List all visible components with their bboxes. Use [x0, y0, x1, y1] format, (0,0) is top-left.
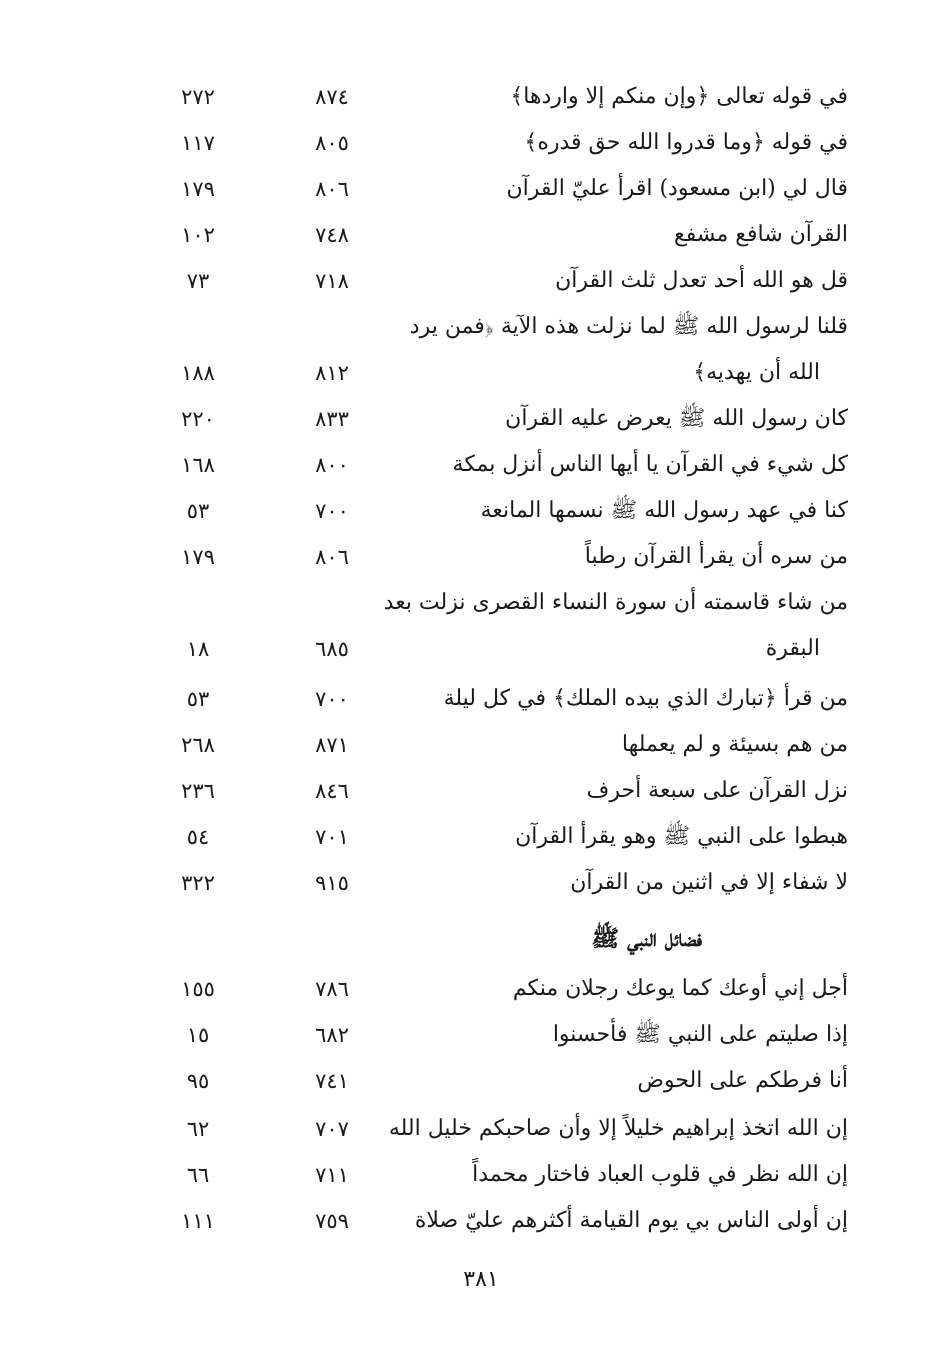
- hadith-text: من قرأ ﴿تبارك الذي بيده الملك﴾ في كل ليلة: [443, 686, 848, 711]
- hadith-text: أجل إني أوعك كما يوعك رجلان منكم: [512, 976, 848, 1001]
- hadith-number: ٨٤٦: [315, 779, 349, 803]
- hadith-number: ٨٠٦: [315, 177, 349, 201]
- hadith-number: ٨٠٥: [315, 131, 349, 155]
- hadith-number: ٧٠١: [315, 825, 349, 849]
- index-row: [0, 396, 952, 442]
- index-row: [0, 1106, 952, 1152]
- hadith-number: ٧١١: [315, 1163, 349, 1187]
- index-row: [0, 966, 952, 1012]
- hadith-number: ٨١٢: [315, 361, 349, 385]
- index-row: [0, 676, 952, 722]
- page-reference: ٩٥: [186, 1069, 210, 1093]
- page-reference: ٦٦: [186, 1163, 210, 1187]
- index-row: [0, 442, 952, 488]
- page-reference: ١٧٩: [181, 545, 215, 569]
- index-row: [0, 722, 952, 768]
- index-row: [0, 534, 952, 580]
- index-row: [0, 166, 952, 212]
- hadith-number: ٧٤٨: [315, 223, 349, 247]
- page-reference: ١٥٥: [181, 977, 215, 1001]
- hadith-number: ٧٥٩: [315, 1209, 349, 1233]
- hadith-text: من شاء قاسمته أن سورة النساء القصرى نزلت بعد: [383, 590, 848, 615]
- page-reference: ٥٣: [186, 499, 210, 523]
- hadith-number: ٨٧١: [315, 733, 349, 757]
- page-reference: ١٨٨: [181, 361, 215, 385]
- page-reference: ٥٣: [186, 687, 210, 711]
- hadith-number: ٨٠٠: [315, 453, 349, 477]
- page-reference: ١٥: [186, 1023, 210, 1047]
- index-row: [0, 1012, 952, 1058]
- page-reference: ٧٣: [186, 269, 210, 293]
- hadith-text: نزل القرآن على سبعة أحرف: [586, 778, 848, 803]
- hadith-number: ٨٣٣: [315, 407, 349, 431]
- page-reference: ٢٦٨: [181, 733, 215, 757]
- hadith-number: ٨٠٦: [315, 545, 349, 569]
- hadith-text: من سره أن يقرأ القرآن رطباً: [584, 544, 848, 569]
- page-number: ٣٨١: [463, 1267, 499, 1292]
- hadith-text: إن الله نظر في قلوب العباد فاختار محمداً: [472, 1162, 848, 1187]
- index-row: [0, 1198, 952, 1244]
- index-row: [0, 626, 952, 672]
- section-heading: فضائل النبي ﷺ: [591, 925, 702, 952]
- hadith-number: ٩١٥: [315, 871, 349, 895]
- index-row: [0, 1058, 952, 1104]
- hadith-text: أنا فرطكم على الحوض: [637, 1068, 848, 1093]
- hadith-text: في قوله تعالى ﴿وإن منكم إلا واردها﴾: [510, 84, 848, 109]
- page-reference: ١٧٩: [181, 177, 215, 201]
- page-reference: ٢٣٦: [181, 779, 215, 803]
- page-reference: ٥٤: [186, 825, 210, 849]
- page-reference: ٣٢٢: [181, 871, 215, 895]
- hadith-number: ٦٨٥: [315, 637, 349, 661]
- hadith-text: قل هو الله أحد تعدل ثلث القرآن: [555, 268, 848, 293]
- page-reference: ١١١: [181, 1209, 215, 1233]
- index-row: [0, 120, 952, 166]
- hadith-number: ٦٨٢: [315, 1023, 349, 1047]
- hadith-text: كان رسول الله ﷺ يعرض عليه القرآن: [505, 406, 848, 431]
- hadith-text: هبطوا على النبي ﷺ وهو يقرأ القرآن: [515, 824, 848, 849]
- hadith-text: قلنا لرسول الله ﷺ لما نزلت هذه الآية ﴿فمن يرد: [409, 314, 848, 339]
- hadith-number: ٧٠٠: [315, 499, 349, 523]
- index-row: [0, 860, 952, 906]
- hadith-number: ٨٧٤: [315, 85, 349, 109]
- index-row: [0, 1152, 952, 1198]
- index-row: [0, 768, 952, 814]
- hadith-text: كنا في عهد رسول الله ﷺ نسمها المانعة: [480, 498, 848, 523]
- hadith-number: ٧٠٠: [315, 687, 349, 711]
- index-row: [0, 258, 952, 304]
- index-row: [0, 350, 952, 396]
- page-reference: ٦٢: [186, 1117, 210, 1141]
- index-row: [0, 814, 952, 860]
- index-row: [0, 74, 952, 120]
- hadith-text-continuation: البقرة: [765, 636, 820, 661]
- hadith-text-continuation: الله أن يهديه﴾: [693, 360, 820, 385]
- hadith-text: إن الله اتخذ إبراهيم خليلاً إلا وأن صاحبكم خليل الله: [388, 1116, 848, 1141]
- page-reference: ٢٢٠: [181, 407, 215, 431]
- hadith-text: إذا صليتم على النبي ﷺ فأحسنوا: [552, 1022, 848, 1047]
- hadith-text: قال لي (ابن مسعود) اقرأ عليّ القرآن: [506, 176, 848, 201]
- hadith-text: من هم بسيئة و لم يعملها: [621, 732, 848, 757]
- hadith-number: ٧٠٧: [315, 1117, 349, 1141]
- hadith-text: لا شفاء إلا في اثنين من القرآن: [570, 870, 848, 895]
- hadith-number: ٧٨٦: [315, 977, 349, 1001]
- hadith-text: إن أولى الناس بي يوم القيامة أكثرهم عليّ صلاة: [414, 1208, 848, 1233]
- hadith-number: ٧٤١: [315, 1069, 349, 1093]
- hadith-text: في قوله ﴿وما قدروا الله حق قدره﴾: [524, 130, 848, 155]
- hadith-number: ٧١٨: [315, 269, 349, 293]
- page-reference: ٢٧٢: [181, 85, 215, 109]
- page-reference: ١٨: [186, 637, 210, 661]
- hadith-text: القرآن شافع مشفع: [674, 222, 848, 247]
- hadith-text: كل شيء في القرآن يا أيها الناس أنزل بمكة: [452, 452, 848, 477]
- page-reference: ١٦٨: [181, 453, 215, 477]
- index-row: [0, 212, 952, 258]
- page-reference: ١١٧: [181, 131, 215, 155]
- index-row: [0, 304, 952, 350]
- index-row: [0, 488, 952, 534]
- page-reference: ١٠٢: [181, 223, 215, 247]
- index-row: [0, 580, 952, 626]
